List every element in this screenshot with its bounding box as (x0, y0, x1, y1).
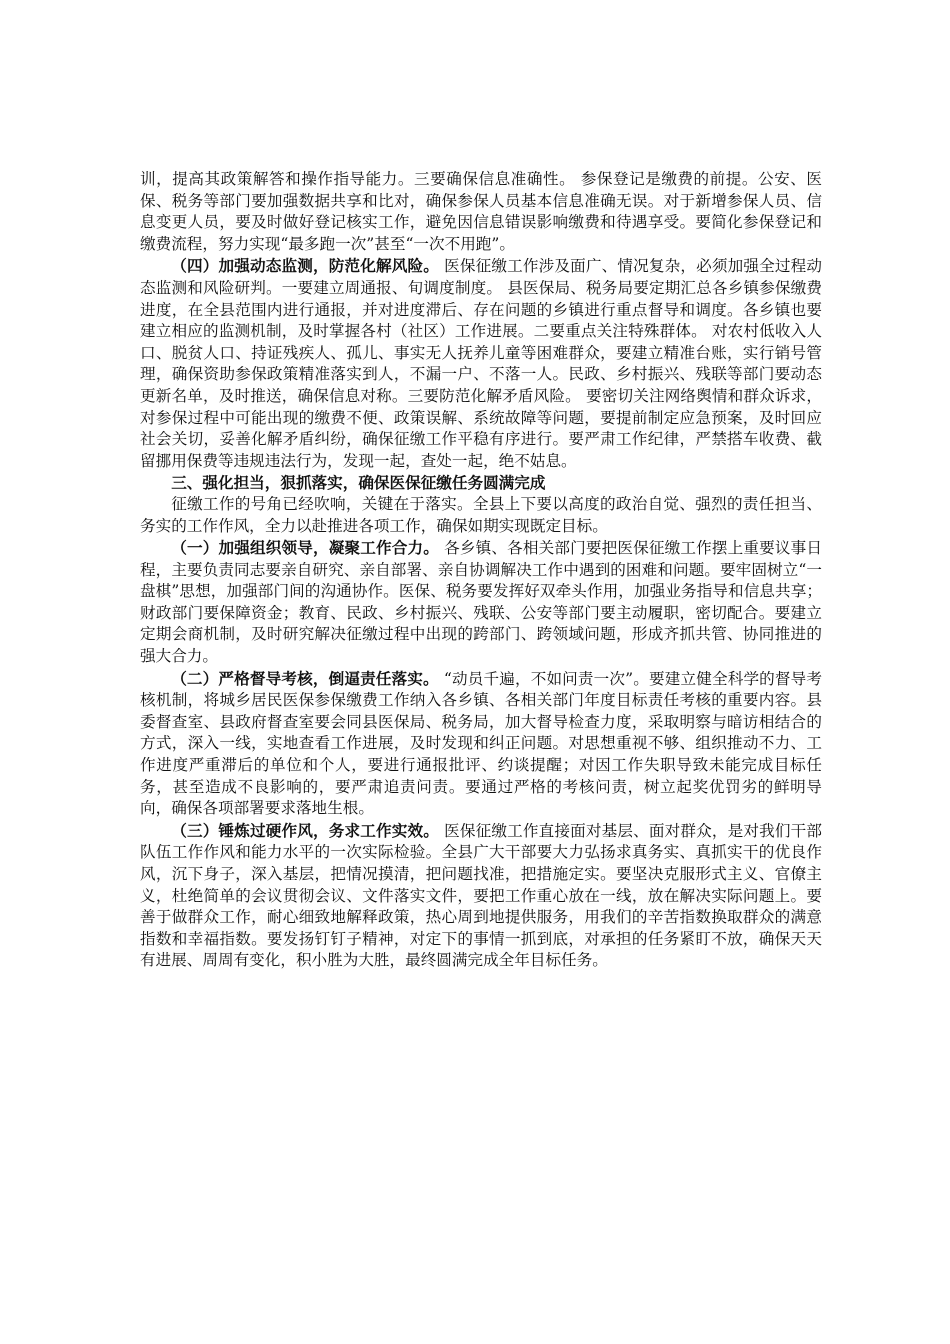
subsection-2-body: “动员千遍，不如问责一次”。要建立健全科学的督导考核机制，将城乡居民医保参保缴费工作纳入各乡镇、各相关部门年度目标责任考核的重要内容。县委督查室、县政府督查室要会同县医保局、税务局，加大督导检查力度，采取明察与暗访相结合的方式，深入一线，实地查看工作进展，及时发现和纠正问题。对思想重视不够、组织推动不力、工作进度严重滞后的单位和个人，要进行通报批评、约谈提醒；对因工作失职导致未能完成目标任务，甚至造成不良影响的，要严肃追责问责。要通过严格的考核问责，树立起奖优罚劣的鲜明导向，确保各项部署要求落地生根。 (140, 669, 822, 818)
paragraph-continued: 训，提高其政策解答和操作指导能力。三要确保信息准确性。 参保登记是缴费的前提。公安、医保、税务等部门要加强数据共享和比对，确保参保人员基本信息准确无误。对于新增参保人员、信息变更人员，要及时做好登记核实工作，避免因信息错误影响缴费和待遇享受。要简化参保登记和缴费流程，努力实现“最多跑一次”甚至“一次不用跑”。 (140, 170, 822, 253)
subsection-3-body: 医保征缴工作直接面对基层、面对群众，是对我们干部队伍工作作风和能力水平的一次实际检验。全县广大干部要大力弘扬求真务实、真抓实干的优良作风，沉下身子，深入基层，把情况摸清，把问题找准，把措施定实。要坚决克服形式主义、官僚主义，杜绝简单的会议贯彻会议、文件落实文件，要把工作重心放在一线，放在解决实际问题上。要善于做群众工作，耐心细致地解释政策，热心周到地提供服务，用我们的辛苦指数换取群众的满意指数和幸福指数。要发扬钉钉子精神，对定下的事情一抓到底，对承担的任务紧盯不放，确保天天有进展、周周有变化，积小胜为大胜，最终圆满完成全年目标任务。 (140, 821, 822, 970)
paragraph-subsection-2 (140, 668, 822, 820)
paragraph-subsection-4 (140, 255, 822, 472)
section-3-heading: 三、强化担当，狠抓落实，确保医保征缴任务圆满完成 (171, 473, 546, 493)
subsection-4-body: 医保征缴工作涉及面广、情况复杂，必须加强全过程动态监测和风险研判。一要建立周通报、旬调度制度。 县医保局、税务局要定期汇总各乡镇参保缴费进度，在全县范围内进行通报，并对进度滞后、存在问题的乡镇进行重点督导和调度。各乡镇也要建立相应的监测机制，及时掌握各村（社区）工作进展。二要重点关注特殊群体。 对农村低收入人口、脱贫人口、持证残疾人、孤儿、事实无人抚养儿童等困难群众，要建立精准台账，实行销号管理，确保资助参保政策精准落实到人，不漏一户、不落一人。民政、乡村振兴、残联等部门要动态更新名单，及时推送，确保信息对称。三要防范化解矛盾风险。 要密切关注网络舆情和群众诉求，对参保过程中可能出现的缴费不便、政策误解、系统故障等问题，要提前制定应急预案，及时回应社会关切，妥善化解矛盾纠纷，确保征缴工作平稳有序进行。要严肃工作纪律，严禁搭车收费、截留挪用保费等违规违法行为，发现一起，查处一起，绝不姑息。 (140, 257, 822, 470)
paragraph-subsection-3 (140, 820, 822, 972)
paragraph-subsection-1 (140, 537, 822, 668)
subsection-4-heading: （四）加强动态监测，防范化解风险。 (171, 256, 439, 276)
subsection-1-heading: （一）加强组织领导，凝聚工作合力。 (171, 538, 439, 558)
subsection-1-body: 各乡镇、各相关部门要把医保征缴工作摆上重要议事日程，主要负责同志要亲自研究、亲自部署、亲自协调解决工作中遇到的困难和问题。要牢固树立“一盘棋”思想，加强部门间的沟通协作。医保、税务要发挥好双牵头作用，加强业务指导和信息共享；财政部门要保障资金；教育、民政、乡村振兴、残联、公安等部门要主动履职，密切配合。要建立定期会商机制，及时研究解决征缴过程中出现的跨部门、跨领域问题，形成齐抓共管、协同推进的强大合力。 (140, 539, 822, 666)
paragraph-section-3-intro: 征缴工作的号角已经吹响，关键在于落实。全县上下要以高度的政治自觉、强烈的责任担当、务实的工作作风，全力以赴推进各项工作，确保如期实现既定目标。 (140, 494, 822, 535)
subsection-3-heading: （三）锤炼过硬作风，务求工作实效。 (171, 820, 439, 840)
subsection-2-heading: （二）严格督导考核，倒逼责任落实。 (171, 668, 439, 688)
